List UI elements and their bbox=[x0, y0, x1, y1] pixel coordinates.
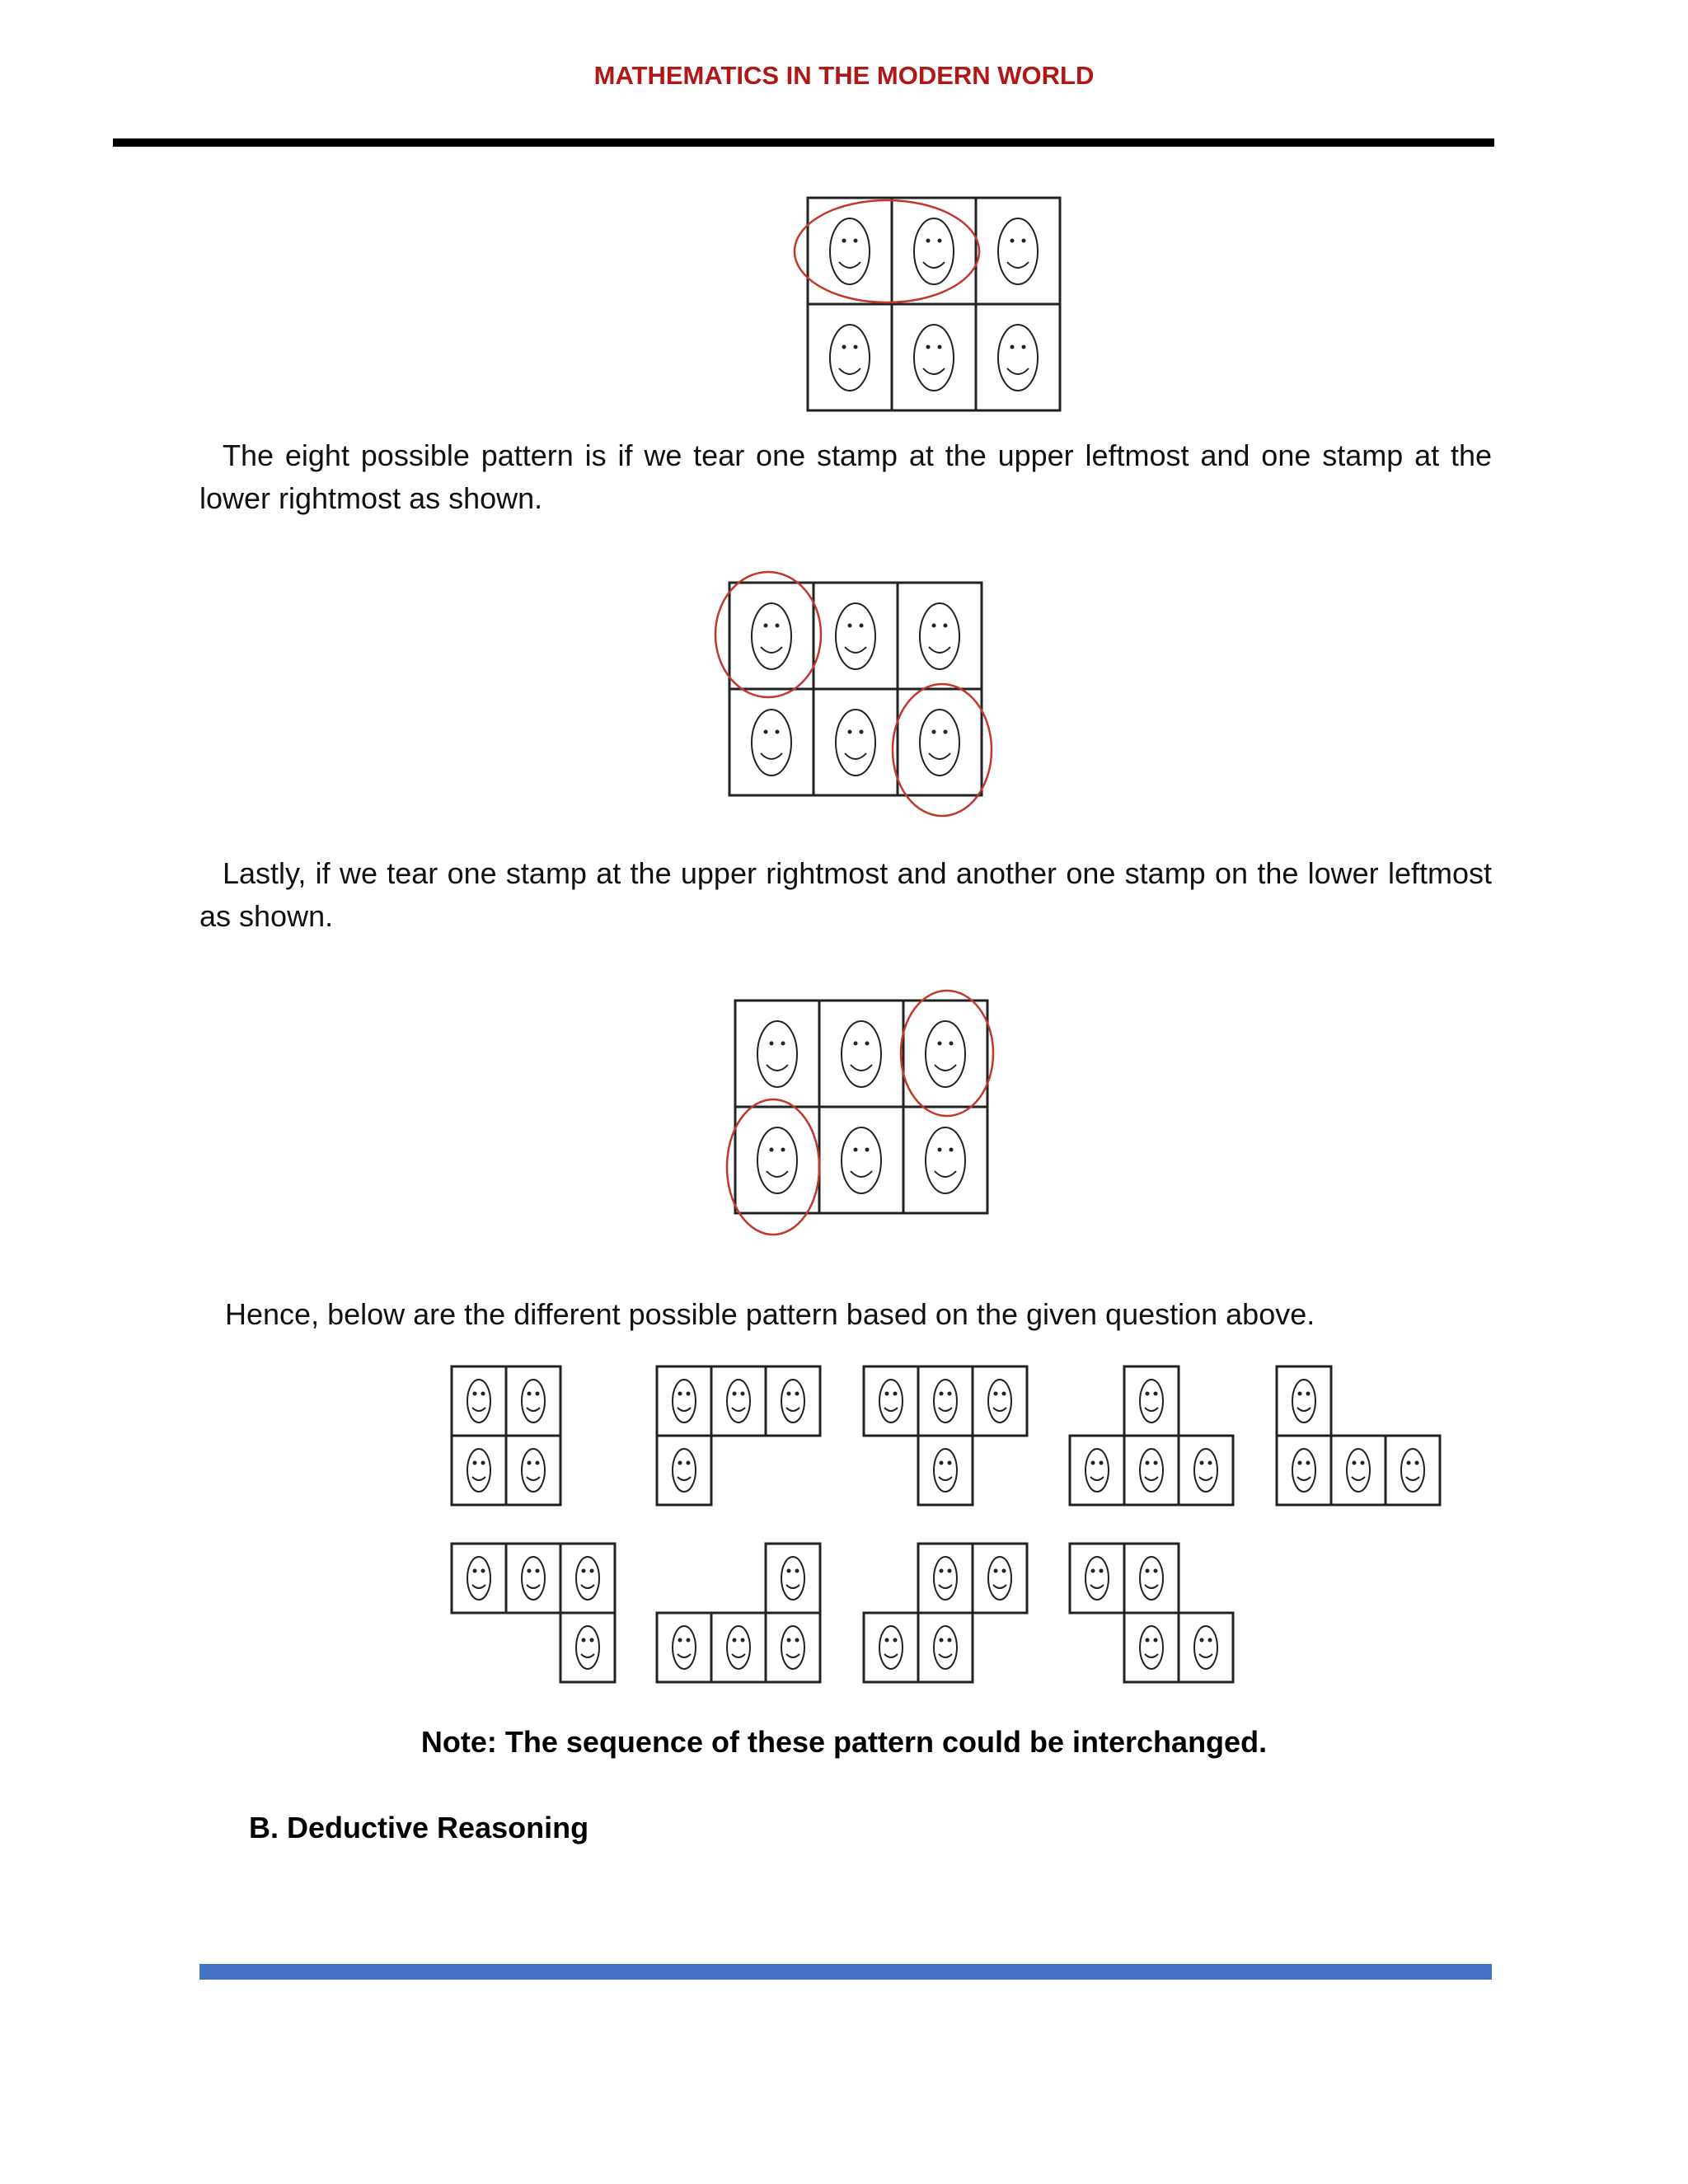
pattern-2 bbox=[657, 1366, 820, 1505]
pattern-3 bbox=[864, 1366, 1027, 1505]
section-heading: B. Deductive Reasoning bbox=[249, 1811, 589, 1844]
pattern-7 bbox=[657, 1544, 820, 1682]
pattern-4 bbox=[1070, 1366, 1233, 1505]
patterns-figure bbox=[445, 1360, 1451, 1698]
page-header-title: MATHEMATICS IN THE MODERN WORLD bbox=[593, 61, 1095, 90]
pattern-6 bbox=[452, 1544, 615, 1682]
header-divider bbox=[113, 138, 1494, 147]
pattern-5 bbox=[1277, 1366, 1440, 1505]
paragraph-lastly: Lastly, if we tear one stamp at the upper rightmost and another one stamp on the lower leftmost as shown. bbox=[199, 856, 1492, 933]
pattern-9 bbox=[1070, 1544, 1233, 1682]
paragraph-eighth-pattern: The eight possible pattern is if we tear one stamp at the upper leftmost and one stamp at the lower rightmost as shown. bbox=[199, 438, 1492, 515]
stamp-figure-3 bbox=[717, 987, 1006, 1243]
paragraph-hence: Hence, below are the different possible pattern based on the given question above. bbox=[225, 1297, 1315, 1331]
note-text: Note: The sequence of these pattern could be interchanged. bbox=[420, 1725, 1268, 1759]
pattern-square bbox=[452, 1366, 560, 1505]
stamp-figure-2 bbox=[709, 570, 997, 826]
footer-divider bbox=[199, 1964, 1492, 1980]
pattern-8 bbox=[864, 1544, 1027, 1682]
stamp-figure-1 bbox=[791, 190, 1071, 420]
